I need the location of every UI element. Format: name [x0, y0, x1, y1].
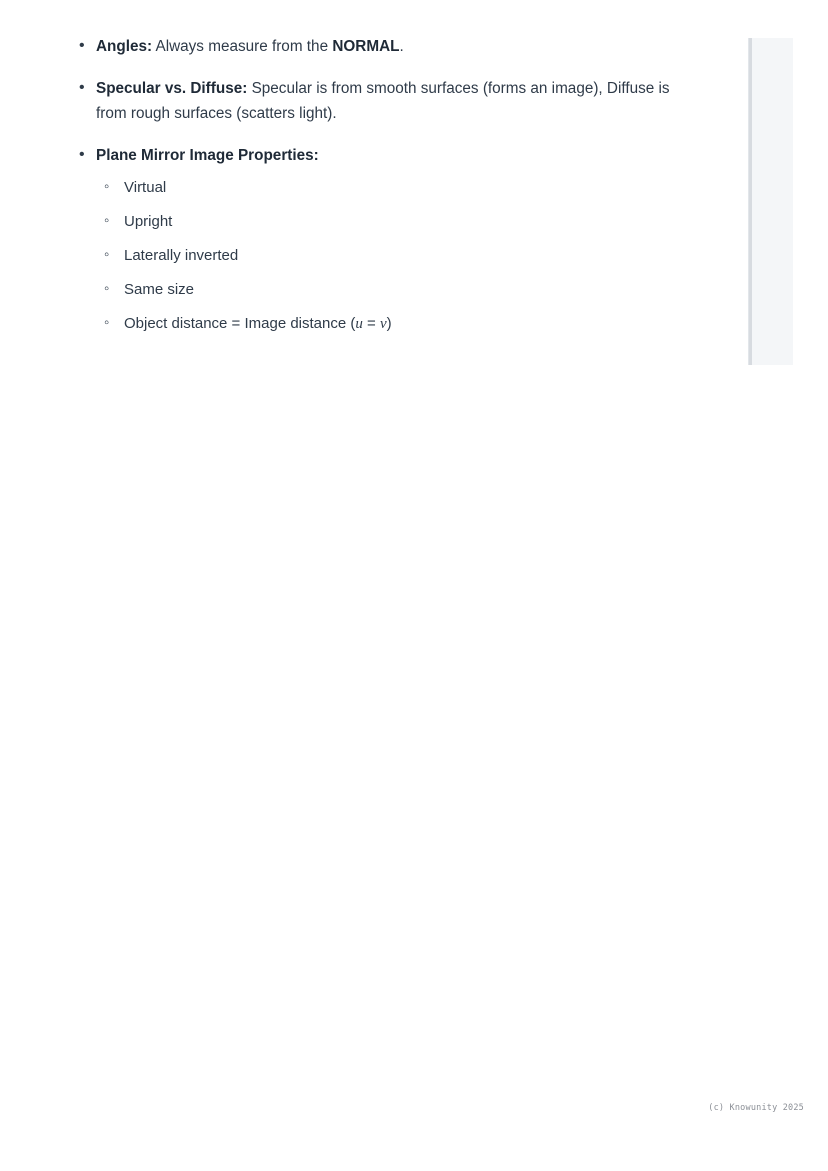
list-item-angles-text: Always measure from the [152, 38, 333, 55]
list-item-plane-mirror-label: Plane Mirror Image Properties: [96, 147, 319, 164]
list-item-object-image-distance [96, 312, 670, 336]
list-item-laterally-inverted: ◦ Laterally inverted [96, 244, 670, 267]
object-image-distance-text: Object distance = Image distance ( [124, 315, 356, 332]
symbol-equals: = [362, 315, 380, 332]
document-content [70, 34, 670, 353]
list-item-same-size: ◦ Same size [96, 278, 670, 301]
side-scroll-panel[interactable] [748, 38, 793, 365]
list-item-specular-diffuse [70, 76, 670, 126]
list-item-specular-diffuse-text: Specular is from smooth surfaces (forms an image), Diffuse is from rough surfaces (scatters light). [96, 80, 670, 122]
list-item-specular-diffuse-label: Specular vs. Diffuse: [96, 80, 248, 97]
list-item-virtual: ◦ Virtual [96, 176, 670, 199]
list-item-upright: ◦ Upright [96, 210, 670, 233]
list-item-angles [70, 34, 670, 59]
list-item-angles-emphasis: NORMAL [332, 38, 400, 55]
list-item-plane-mirror [70, 143, 670, 336]
footer-copyright: (c) Knowunity 2025 [708, 1103, 804, 1113]
symbol-u: u [355, 316, 363, 332]
symbol-v: v [379, 316, 387, 332]
symbol-close-paren: ) [386, 315, 392, 332]
summary-bullet-list [70, 34, 670, 336]
plane-mirror-properties-list [96, 176, 670, 336]
list-item-angles-label: Angles: [96, 38, 153, 55]
scrollbar-track[interactable] [749, 38, 752, 365]
list-item-angles-tail: . [399, 38, 404, 55]
